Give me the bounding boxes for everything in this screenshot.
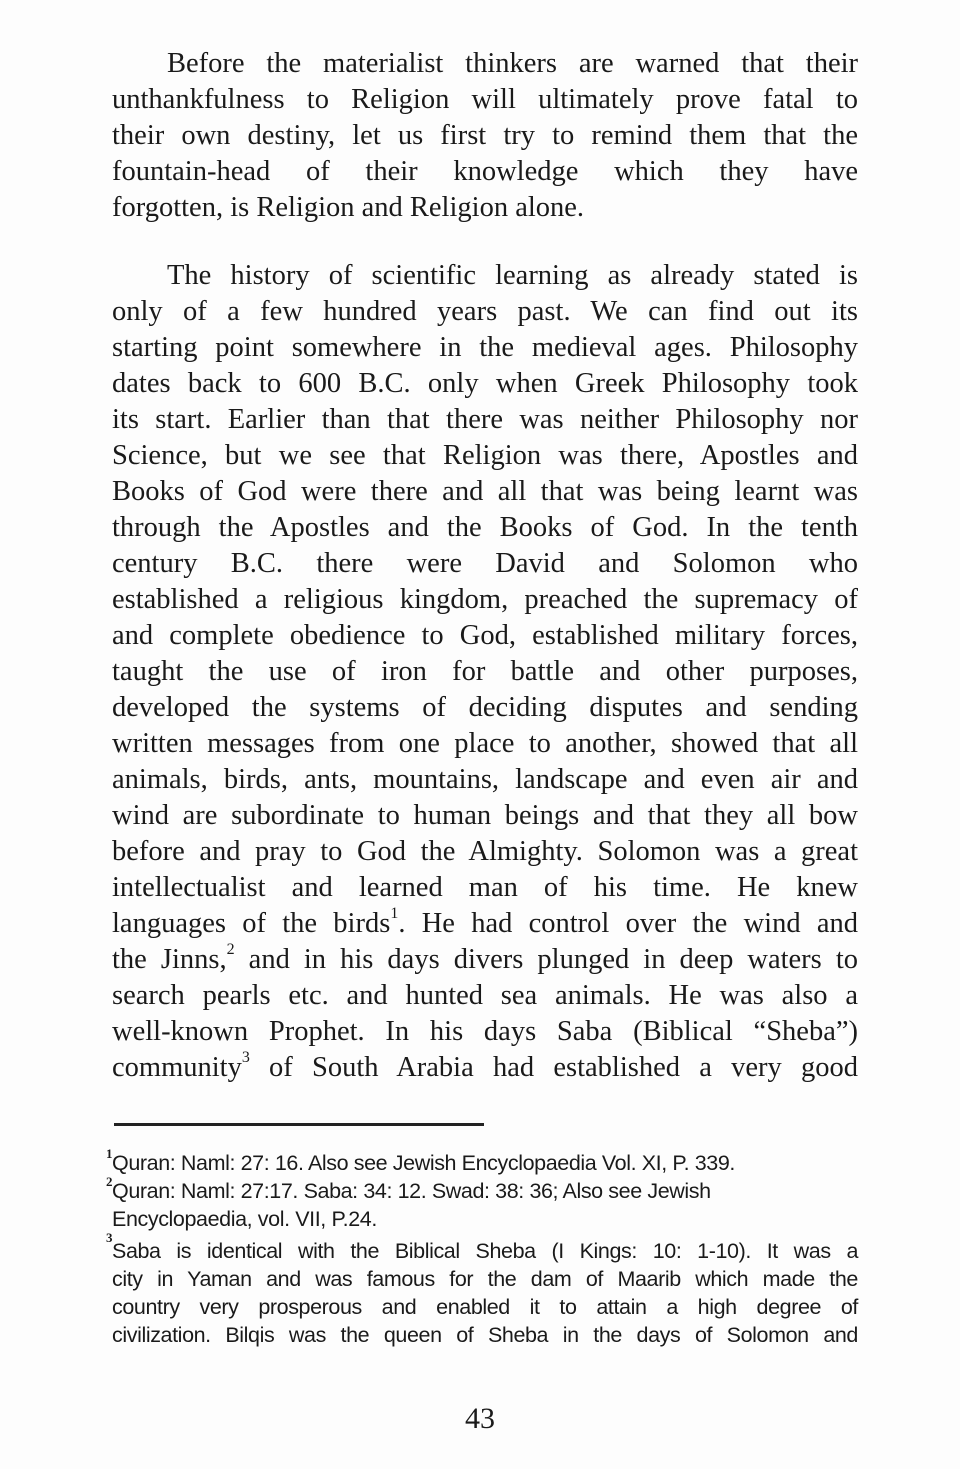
text-fragment: of South Arabia had established a very good: [249, 1052, 858, 1083]
text-fragment: community: [112, 1052, 242, 1083]
footnote-line: city in Yaman and was famous for the dam of Maarib which made the: [112, 1267, 858, 1291]
text-line: dates back to 600 B.C. only when Greek Philosophy took: [112, 368, 858, 399]
text-line: animals, birds, ants, mountains, landscape and even air and: [112, 764, 858, 795]
footnote-marker: 2: [106, 1174, 113, 1189]
text-line: fountain-head of their knowledge which they have: [112, 156, 858, 187]
text-line: only of a few hundred years past. We can find out its: [112, 296, 858, 327]
text-line: before and pray to God the Almighty. Solomon was a great: [112, 836, 858, 867]
footnote-ref-1[interactable]: 1: [390, 905, 399, 922]
footnote-line: Saba is identical with the Biblical Sheba (I Kings: 10: 1-10). It was a: [112, 1239, 858, 1263]
footnote-line: country very prosperous and enabled it to attain a high degree of: [112, 1295, 858, 1319]
text-line: [112, 906, 858, 942]
text-line: established a religious kingdom, preached the supremacy of: [112, 584, 858, 615]
text-line: its start. Earlier than that there was neither Philosophy nor: [112, 404, 858, 435]
text-line: Science, but we see that Religion was there, Apostles and: [112, 440, 858, 471]
text-line: Books of God were there and all that was being learnt was: [112, 476, 858, 507]
page-number: 43: [465, 1402, 495, 1435]
text-line: starting point somewhere in the medieval ages. Philosophy: [112, 332, 858, 363]
text-line: wind are subordinate to human beings and that they all bow: [112, 800, 858, 831]
text-line: written messages from one place to another, showed that all: [112, 728, 858, 759]
footnote-marker: 3: [106, 1230, 113, 1245]
text-line: Before the materialist thinkers are warned that their: [167, 48, 858, 79]
footnote-ref-3[interactable]: 3: [241, 1049, 250, 1066]
text-line: century B.C. there were David and Solomon who: [112, 548, 858, 579]
text-line: taught the use of iron for battle and other purposes,: [112, 656, 858, 687]
text-fragment: . He had control over the wind and: [398, 908, 858, 939]
text-line: intellectualist and learned man of his time. He knew: [112, 872, 858, 903]
text-line: [112, 942, 858, 978]
text-line: and complete obedience to God, established military forces,: [112, 620, 858, 651]
text-line: developed the systems of deciding disputes and sending: [112, 692, 858, 723]
text-line: well-known Prophet. In his days Saba (Biblical “Sheba”): [112, 1016, 858, 1047]
text-line: The history of scientific learning as already stated is: [167, 260, 858, 291]
text-line: through the Apostles and the Books of God. In the tenth: [112, 512, 858, 543]
footnote-line: civilization. Bilqis was the queen of Sheba in the days of Solomon and: [112, 1323, 858, 1347]
text-line: their own destiny, let us first try to remind them that the: [112, 120, 858, 151]
footnote-line: Encyclopaedia, vol. VII, P.24.: [112, 1207, 377, 1231]
text-line: search pearls etc. and hunted sea animals. He was also a: [112, 980, 858, 1011]
text-line: [112, 1050, 858, 1086]
footnote-line: Quran: Naml: 27: 16. Also see Jewish Encyclopaedia Vol. XI, P. 339.: [112, 1151, 735, 1175]
text-fragment: and in his days divers plunged in deep waters to: [234, 944, 858, 975]
footnote-marker: 1: [106, 1146, 113, 1161]
footnote-line: Quran: Naml: 27:17. Saba: 34: 12. Swad: 38: 36; Also see Jewish: [112, 1179, 711, 1203]
text-line: forgotten, is Religion and Religion alone.: [112, 192, 585, 223]
text-line: unthankfulness to Religion will ultimately prove fatal to: [112, 84, 858, 115]
text-fragment: languages of the birds: [112, 908, 391, 939]
footnote-divider: [114, 1123, 484, 1126]
text-fragment: the Jinns,: [112, 944, 227, 975]
footnote-ref-2[interactable]: 2: [226, 941, 235, 958]
